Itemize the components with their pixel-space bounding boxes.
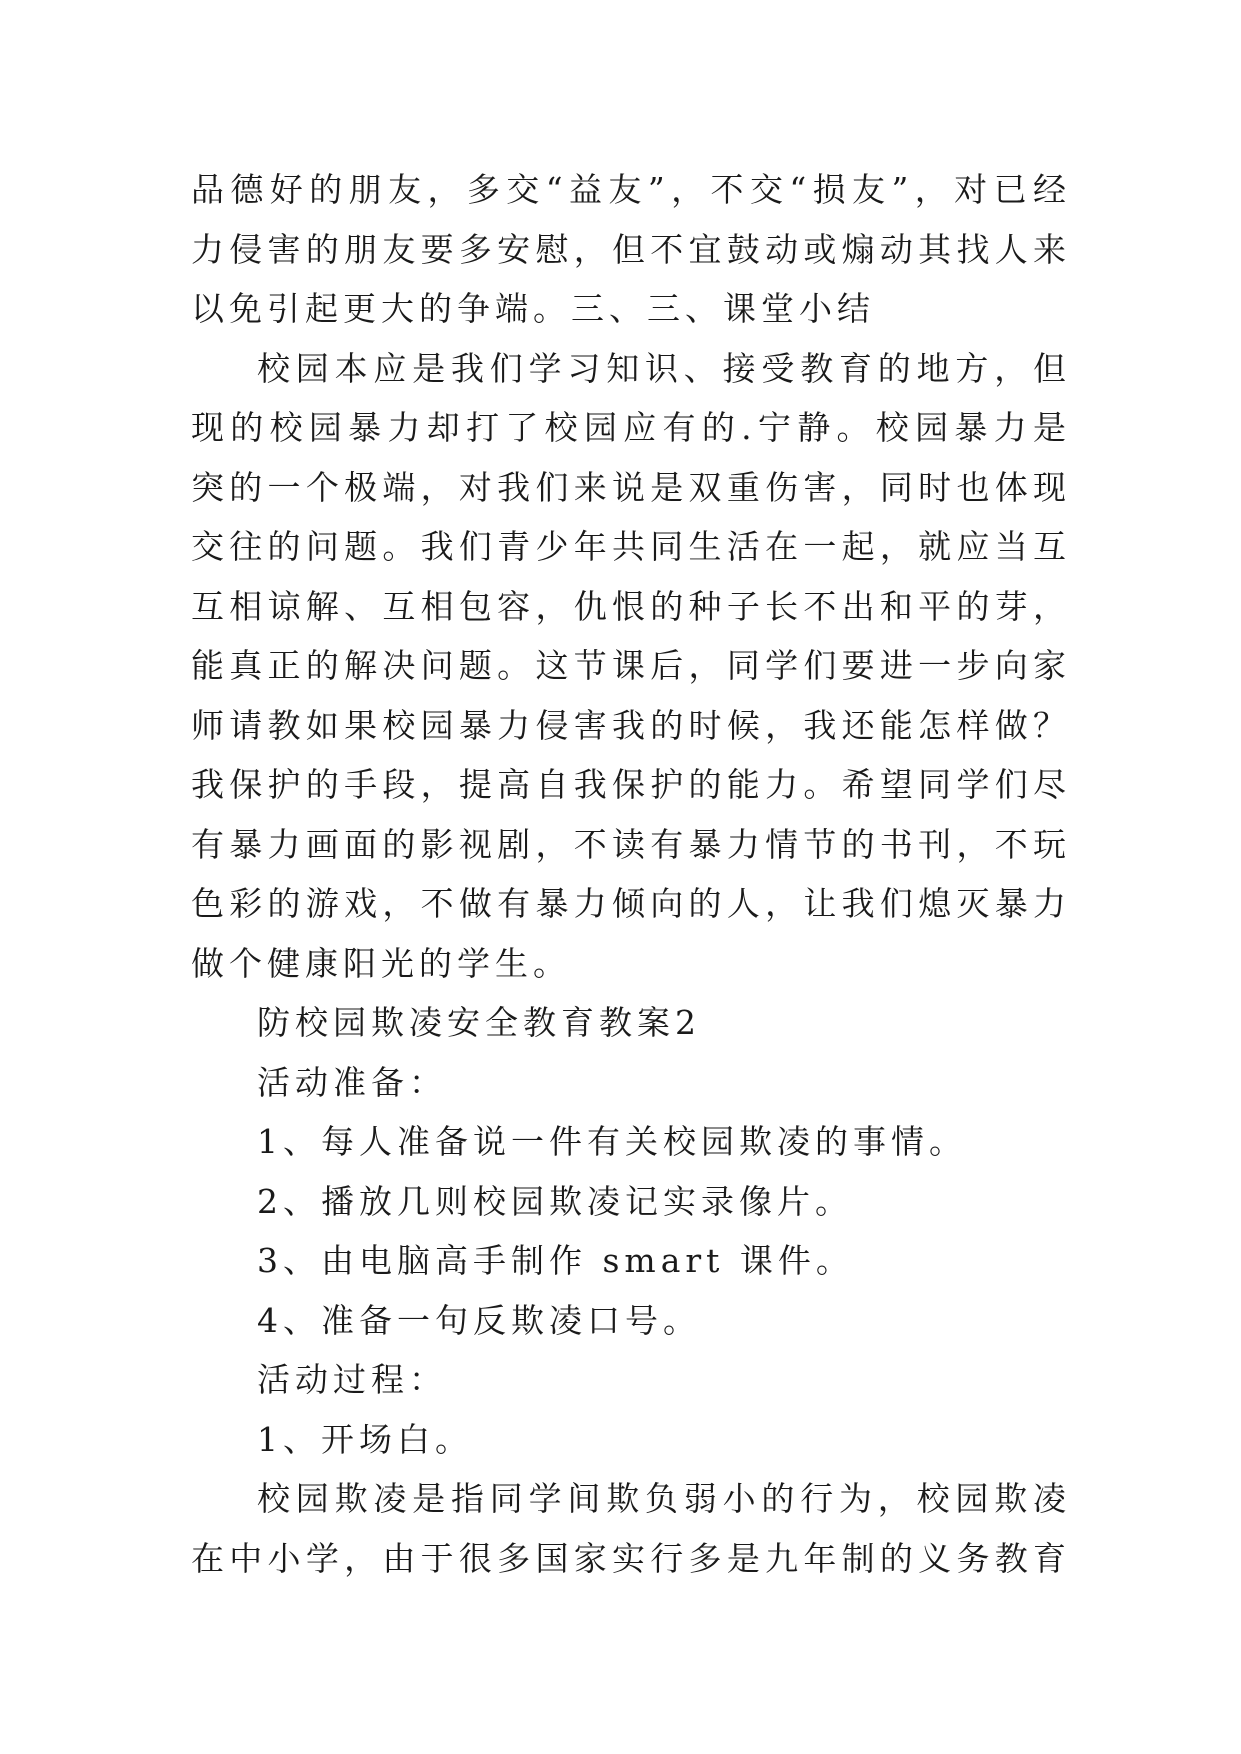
text-line: 品德好的朋友，多交“益友”，不交“损友”，对已经	[191, 170, 1071, 209]
text-line: 以免引起更大的争端。三、三、课堂小结	[191, 289, 875, 328]
text-line: 活动准备：	[257, 1062, 447, 1102]
text-line: 3、由电脑高手制作 smart 课件。	[257, 1241, 854, 1280]
text-line: 师请教如果校园暴力侵害我的时候，我还能怎样做？	[191, 705, 1071, 745]
document-body	[191, 160, 1071, 1588]
text-line: 在中小学，由于很多国家实行多是九年制的义务教育	[191, 1538, 1071, 1578]
text-line: 力侵害的朋友要多安慰，但不宜鼓动或煽动其找人来	[191, 229, 1071, 269]
text-line: 交往的问题。我们青少年共同生活在一起，就应当互	[191, 527, 1071, 566]
text-line: 活动过程：	[257, 1360, 447, 1399]
text-line: 1、开场白。	[257, 1419, 473, 1459]
text-line: 1、每人准备说一件有关校园欺凌的事情。	[257, 1122, 967, 1161]
text-line: 能真正的解决问题。这节课后，同学们要进一步向家	[191, 646, 1071, 685]
text-line: 现的校园暴力却打了校园应有的.宁静。校园暴力是	[191, 408, 1071, 447]
text-line: 互相谅解、互相包容，仇恨的种子长不出和平的芽，	[191, 586, 1071, 626]
text-line: 突的一个极端，对我们来说是双重伤害，同时也体现	[191, 467, 1071, 507]
text-line: 2、播放几则校园欺凌记实录像片。	[257, 1181, 853, 1221]
text-line: 校园欺凌是指同学间欺负弱小的行为，校园欺凌	[257, 1479, 1071, 1518]
text-line: 我保护的手段，提高自我保护的能力。希望同学们尽	[191, 765, 1071, 804]
text-line: 色彩的游戏，不做有暴力倾向的人，让我们熄灭暴力	[191, 884, 1071, 923]
text-line: 校园本应是我们学习知识、接受教育的地方，但	[257, 348, 1071, 388]
text-line: 防校园欺凌安全教育教案2	[257, 1003, 701, 1042]
text-line: 4、准备一句反欺凌口号。	[257, 1300, 701, 1340]
text-line: 做个健康阳光的学生。	[191, 943, 571, 983]
text-line: 有暴力画面的影视剧，不读有暴力情节的书刊，不玩	[191, 824, 1071, 864]
